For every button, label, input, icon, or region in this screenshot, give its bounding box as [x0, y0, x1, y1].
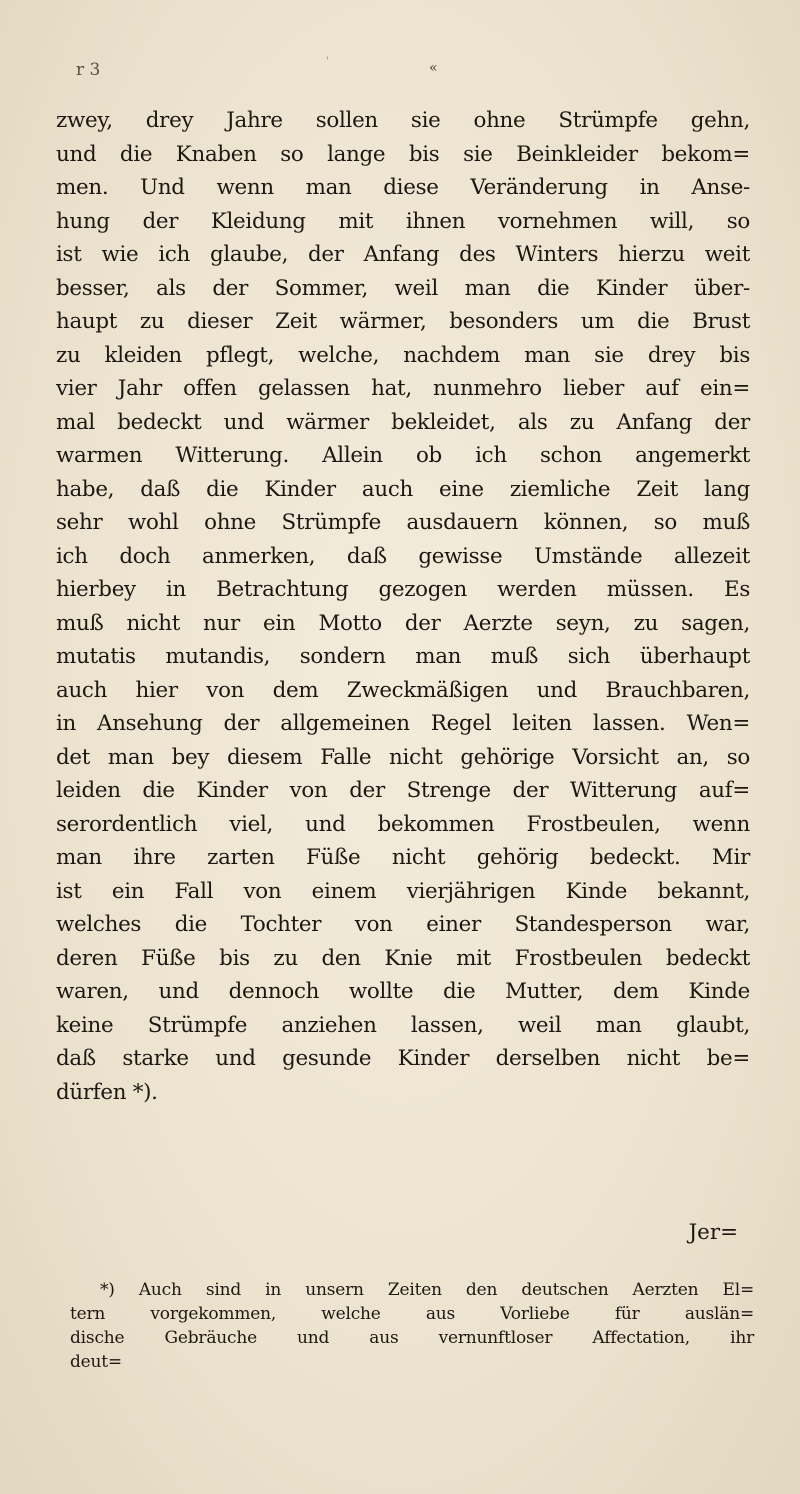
text-line: hierbey in Betrachtung gezogen werden müssen. Es	[56, 577, 750, 602]
text-line: mal bedeckt und wärmer bekleidet, als zu Anfang der	[56, 409, 750, 435]
header-mark-b: «	[429, 60, 438, 76]
text-line: men. Und wenn man diese Veränderung in Anse-	[56, 175, 750, 200]
text-line: sehr wohl ohne Strümpfe ausdauern können, so muß	[56, 510, 750, 535]
text-line: deren Füße bis zu den Knie mit Frostbeulen bedeckt	[56, 945, 750, 971]
text-line: keine Strümpfe anziehen lassen, weil man glaubt,	[56, 1012, 750, 1038]
text-line: serordentlich viel, und bekommen Frostbeulen, wenn	[56, 811, 750, 837]
text-line: habe, daß die Kinder auch eine ziemliche Zeit lang	[56, 476, 750, 502]
text-line: det man bey diesem Falle nicht gehörige Vorsicht an, so	[56, 744, 750, 770]
footnote-line: tern vorgekommen, welche aus Vorliebe für auslän=	[70, 1304, 754, 1324]
text-line: man ihre zarten Füße nicht gehörig bedeckt. Mir	[56, 845, 750, 870]
text-line: warmen Witterung. Allein ob ich schon angemerkt	[56, 443, 750, 468]
text-line: dürfen *).	[56, 1079, 158, 1105]
text-line: leiden die Kinder von der Strenge der Witterung auf=	[56, 778, 750, 803]
text-line: zwey, drey Jahre sollen sie ohne Strümpfe gehn,	[56, 108, 750, 133]
text-line: daß starke und gesunde Kinder derselben nicht be=	[56, 1046, 750, 1071]
catchword: Jer=	[688, 1220, 738, 1245]
text-line: auch hier von dem Zweckmäßigen und Brauchbaren,	[56, 677, 750, 703]
text-line: ist ein Fall von einem vierjährigen Kinde bekannt,	[56, 878, 750, 904]
text-line: welches die Tochter von einer Standesperson war,	[56, 912, 750, 937]
text-line: in Ansehung der allgemeinen Regel leiten lassen. Wen=	[56, 711, 750, 736]
footnote	[70, 1278, 754, 1374]
main-text	[56, 104, 750, 1109]
text-line: haupt zu dieser Zeit wärmer, besonders um die Brust	[56, 309, 750, 334]
page-mark: r 3	[76, 60, 101, 80]
text-line: und die Knaben so lange bis sie Beinkleider bekom=	[56, 141, 750, 167]
header-mark-a: '	[326, 56, 329, 67]
text-line: hung der Kleidung mit ihnen vornehmen will, so	[56, 208, 750, 234]
text-line: vier Jahr offen gelassen hat, nunmehro lieber auf ein=	[56, 376, 750, 401]
text-line: mutatis mutandis, sondern man muß sich überhaupt	[56, 644, 750, 669]
text-line: ist wie ich glaube, der Anfang des Winters hierzu weit	[56, 242, 750, 267]
text-line: ich doch anmerken, daß gewisse Umstände allezeit	[56, 543, 750, 569]
footnote-line: *) Auch sind in unsern Zeiten den deutschen Aerzten El=	[100, 1280, 754, 1300]
footnote-line: deut=	[70, 1352, 122, 1372]
footnote-line: dische Gebräuche und aus vernunftloser Affectation, ihr	[70, 1328, 754, 1348]
text-line: muß nicht nur ein Motto der Aerzte seyn, zu sagen,	[56, 610, 750, 636]
text-line: waren, und dennoch wollte die Mutter, dem Kinde	[56, 979, 750, 1004]
text-line: besser, als der Sommer, weil man die Kinder über-	[56, 275, 750, 301]
text-line: zu kleiden pflegt, welche, nachdem man sie drey bis	[56, 342, 750, 368]
